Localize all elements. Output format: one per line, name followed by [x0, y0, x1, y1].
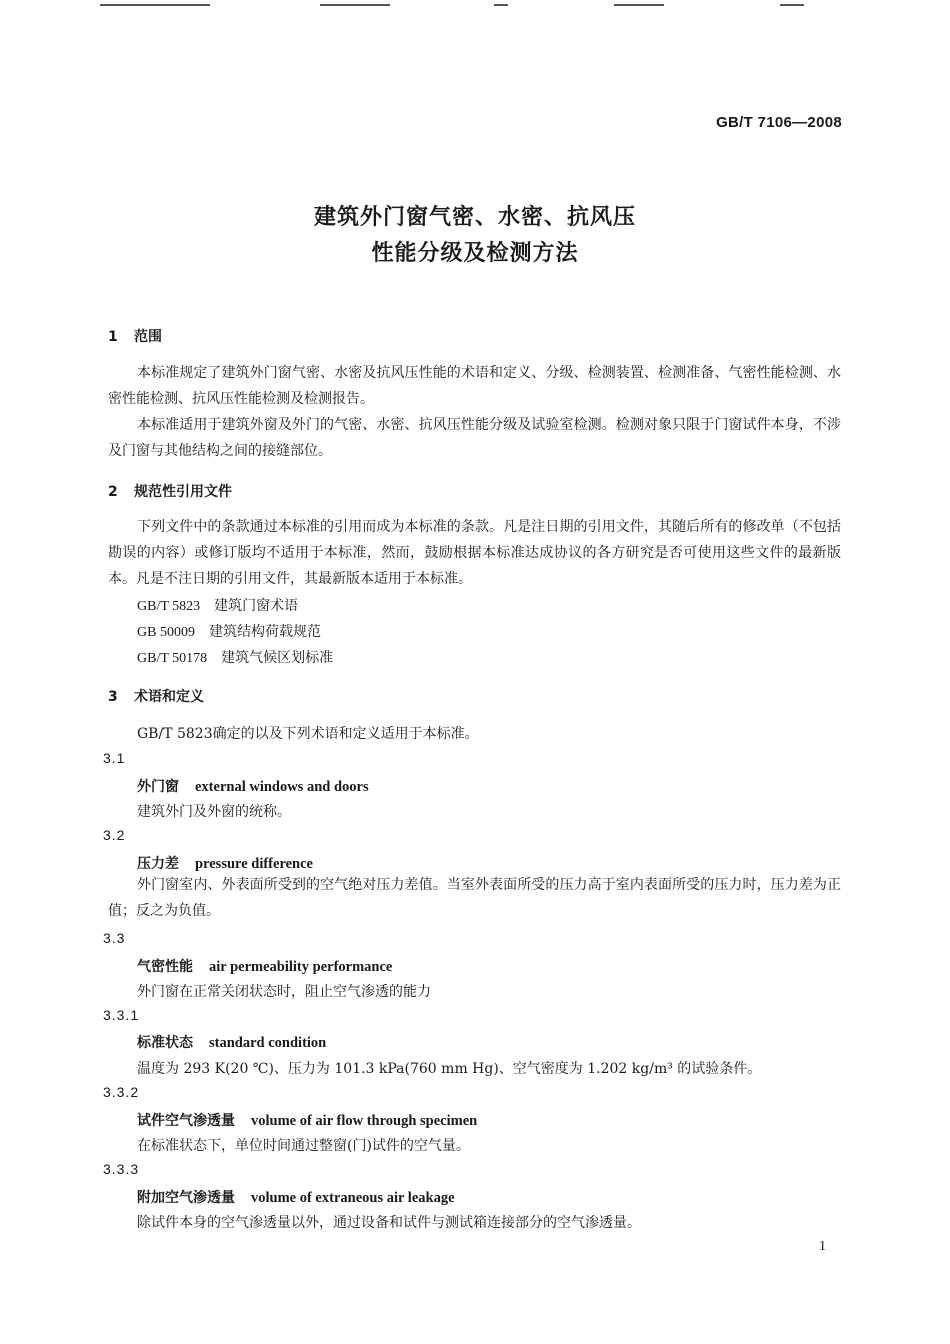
- reference-code: GB 50009: [137, 625, 195, 640]
- term-definition: 外门窗在正常关闭状态时，阻止空气渗透的能力: [137, 984, 431, 1000]
- clause-number: 3.3.3: [103, 1161, 140, 1177]
- term-title: [137, 1110, 477, 1130]
- term-title: [137, 956, 392, 976]
- term-en: standard condition: [209, 1035, 327, 1051]
- reference-name: 建筑门窗术语: [214, 598, 299, 614]
- scope-paragraph-1: 本标准规定了建筑外门窗气密、水密及抗风压性能的术语和定义、分级、检测装置、检测准备、气密性能检测、水密性能检测、抗风压性能检测及检测报告。: [108, 365, 841, 407]
- section-heading-terms: [108, 686, 204, 706]
- section-number: 1: [108, 329, 118, 345]
- term-definition: 温度为 293 K(20 ℃)、压力为 101.3 kPa(760 mm Hg)、空气密度为 1.202 kg/m³ 的试验条件。: [137, 1061, 762, 1077]
- reference-item: [137, 621, 321, 641]
- normative-paragraph: 下列文件中的条款通过本标准的引用而成为本标准的条款。凡是注日期的引用文件，其随后所有的修改单（不包括勘误的内容）或修订版均不适用于本标准，然而，鼓励根据本标准达成协议的各方研究是否可使用这些文件的最新版本。凡是不注日期的引用文件，其最新版本适用于本标准。: [108, 519, 841, 587]
- section-title: 术语和定义: [134, 689, 204, 705]
- section-title: 规范性引用文件: [134, 484, 232, 500]
- reference-name: 建筑气候区划标准: [221, 650, 334, 666]
- term-zh: 压力差: [137, 856, 179, 872]
- section-number: 3: [108, 689, 118, 705]
- clause-number: 3.1: [103, 750, 126, 766]
- clause-number: 3.2: [103, 827, 126, 843]
- section-heading-normative: [108, 481, 232, 501]
- document-id: GB/T 7106—2008: [716, 114, 842, 131]
- term-definition: 建筑外门及外窗的统称。: [137, 804, 291, 820]
- page-title-line-2: 性能分级及检测方法: [371, 241, 579, 266]
- section-number: 2: [108, 484, 118, 500]
- term-definition: 在标准状态下，单位时间通过整窗(门)试件的空气量。: [137, 1138, 470, 1154]
- term-definition: 外门窗室内、外表面所受到的空气绝对压力差值。当室外表面所受的压力高于室内表面所受的压力时，压力差为正值；反之为负值。: [108, 877, 841, 919]
- reference-code: GB/T 50178: [137, 651, 208, 666]
- terms-intro: GB/T 5823确定的以及下列术语和定义适用于本标准。: [137, 726, 479, 742]
- reference-item: [137, 647, 333, 667]
- term-en: pressure difference: [195, 856, 313, 872]
- scan-artifact-lines: [0, 0, 950, 12]
- term-zh: 试件空气渗透量: [137, 1113, 235, 1129]
- term-en: volume of extraneous air leakage: [251, 1190, 455, 1206]
- term-zh: 气密性能: [137, 959, 193, 975]
- clause-number: 3.3.1: [103, 1007, 140, 1023]
- clause-number: 3.3: [103, 930, 126, 946]
- term-en: volume of air flow through specimen: [251, 1113, 478, 1129]
- scope-paragraph-2: 本标准适用于建筑外窗及外门的气密、水密、抗风压性能分级及试验室检测。检测对象只限于门窗试件本身，不涉及门窗与其他结构之间的接缝部位。: [108, 417, 841, 459]
- term-title: [137, 853, 313, 873]
- page-title-line-1: 建筑外门窗气密、水密、抗风压: [313, 205, 636, 230]
- term-title: [137, 1187, 455, 1207]
- reference-code: GB/T 5823: [137, 599, 201, 614]
- term-definition: 除试件本身的空气渗透量以外，通过设备和试件与测试箱连接部分的空气渗透量。: [137, 1215, 641, 1231]
- page-number: 1: [819, 1239, 826, 1254]
- term-zh: 附加空气渗透量: [137, 1190, 235, 1206]
- section-title: 范围: [134, 329, 162, 345]
- section-heading-scope: [108, 326, 162, 346]
- term-en: air permeability performance: [209, 959, 393, 975]
- term-title: [137, 1032, 326, 1052]
- reference-item: [137, 595, 298, 615]
- term-zh: 标准状态: [137, 1035, 193, 1051]
- term-zh: 外门窗: [137, 779, 179, 795]
- term-title: [137, 776, 369, 796]
- term-en: external windows and doors: [195, 779, 369, 795]
- reference-name: 建筑结构荷载规范: [208, 624, 321, 640]
- clause-number: 3.3.2: [103, 1084, 140, 1100]
